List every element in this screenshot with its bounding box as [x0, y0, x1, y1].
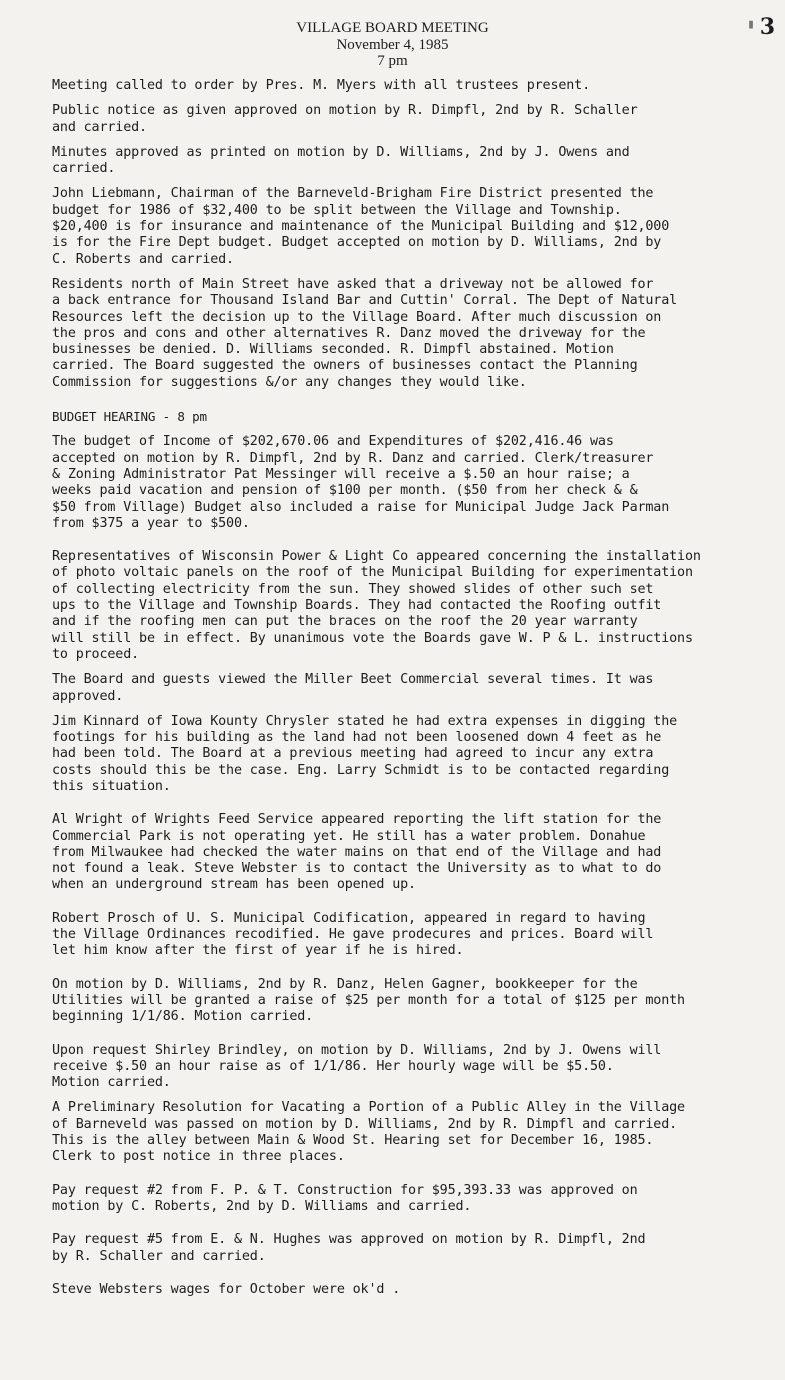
- paragraph-pay-request-5: Pay request #5 from E. & N. Hughes was approved on motion by R. Dimpfl, 2nd by R. Schaller and carried.: [52, 1232, 646, 1264]
- paragraph-webster-wages: Steve Websters wages for October were ok'd .: [52, 1281, 401, 1297]
- paragraph-public-notice: Public notice as given approved on motion by R. Dimpfl, 2nd by R. Schaller and carried.: [52, 103, 638, 135]
- meeting-title: VILLAGE BOARD MEETING: [296, 20, 489, 36]
- paragraph-pay-request-2: Pay request #2 from F. P. & T. Construction for $95,393.33 was approved on motion by C. Roberts, 2nd by D. Williams and carried.: [52, 1182, 638, 1214]
- paragraph-minutes: Minutes approved as printed on motion by D. Williams, 2nd by J. Owens and carried.: [52, 144, 630, 177]
- paragraph-chrysler: Jim Kinnard of Iowa Kounty Chrysler stated he had extra expenses in digging the footings for his building as the land had not been loosened down 4 feet as he had been told. The Board at a previous meeting had agreed to incur any extra costs should this be the case. Eng. Larry Schmidt is to be contacted regarding this situation.: [52, 713, 678, 794]
- paragraph-commercial: The Board and guests viewed the Miller Beet Commercial several times. It was approved.: [52, 672, 654, 704]
- paragraph-budget: The budget of Income of $202,670.06 and Expenditures of $202,416.46 was accepted on motion by R. Dimpfl, 2nd by R. Danz and carried. Clerk/treasurer & Zoning Administrator Pat Messinger will receive a $.50 an hour raise; a weeks paid vacation and pension of $100 per month. ($50 from her check & & $50 from Village) Budget also included a raise for Municipal Judge Jack Parman from $375 a year to $500.: [52, 434, 670, 531]
- meeting-date: November 4, 1985: [336, 37, 449, 53]
- page-mark: ▮: [747, 17, 755, 32]
- paragraph-alley-resolution: A Preliminary Resolution for Vacating a Portion of a Public Alley in the Village of Barneveld was passed on motion by D. Williams, 2nd by R. Dimpfl and carried. This is the alley between Main & Wood St. Hearing set for December 16, 1985. Clerk to post notice in three places.: [52, 1100, 685, 1165]
- page-number: 3: [759, 14, 775, 40]
- meeting-time: 7 pm: [377, 53, 408, 69]
- budget-hearing-heading: BUDGET HEARING - 8 pm: [52, 409, 207, 425]
- paragraph-power-light: Representatives of Wisconsin Power & Light Co appeared concerning the installation of photo voltaic panels on the roof of the Municipal Building for experimentation of collecting electricity from the sun. They showed slides of other such set ups to the Village and Township Boards. They had contacted the Roofing outfit and if the roofing men can put the braces on the roof the 20 year warranty will still be in effect. By unanimous vote the Boards gave W. P & L. instructions to proceed.: [52, 549, 701, 662]
- paragraph-driveway: Residents north of Main Street have asked that a driveway not be allowed for a back entrance for Thousand Island Bar and Cuttin' Corral. The Dept of Natural Resources left the decision up to the Village Board. After much discussion on the pros and cons and other alternatives R. Danz moved the driveway for the businesses be denied. D. Williams seconded. R. Dimpfl abstained. Motion carried. The Board suggested the owners of businesses contact the Planning Commission for suggestions &/or any changes they would like.: [52, 276, 678, 390]
- paragraph-brindley-raise: Upon request Shirley Brindley, on motion by D. Williams, 2nd by J. Owens will receive $.50 an hour raise as of 1/1/86. Her hourly wage will be $5.50. Motion carried.: [52, 1042, 662, 1091]
- paragraph-codification: Robert Prosch of U. S. Municipal Codification, appeared in regard to having the Village Ordinances recodified. He gave prodecures and prices. Board will let him know after the first of year if he is hired.: [52, 910, 654, 959]
- paragraph-fire-district: John Liebmann, Chairman of the Barneveld-Brigham Fire District presented the budget for 1986 of $32,400 to be split between the Village and Township. $20,400 is for insurance and maintenance of the Municipal Building and $12,000 is for the Fire Dept budget. Budget accepted on motion by D. Williams, 2nd by C. Roberts and carried.: [52, 186, 670, 267]
- paragraph-feed-service: Al Wright of Wrights Feed Service appeared reporting the lift station for the Commercial Park is not operating yet. He still has a water problem. Donahue from Milwaukee had checked the water mains on that end of the Village and had not found a leak. Steve Webster is to contact the University as to what to do when an underground stream has been opened up.: [52, 812, 662, 893]
- paragraph-call-to-order: Meeting called to order by Pres. M. Myers with all trustees present.: [52, 78, 591, 93]
- paragraph-gagner-raise: On motion by D. Williams, 2nd by R. Danz, Helen Gagner, bookkeeper for the Utilities will be granted a raise of $25 per month for a total of $125 per month beginning 1/1/86. Motion carried.: [52, 976, 685, 1025]
- minutes-body: [52, 78, 752, 1307]
